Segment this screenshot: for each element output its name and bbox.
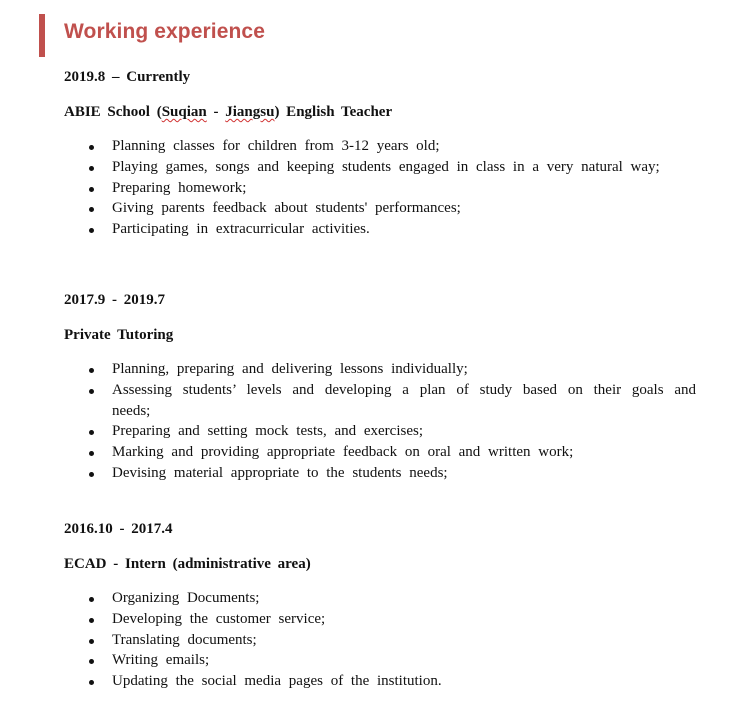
duty-list: [64, 136, 696, 240]
duty-text: Developing the customer service;: [112, 610, 326, 627]
duty-item: [64, 198, 696, 219]
bullet-icon: [89, 451, 94, 456]
duty-text: Playing games, songs and keeping students engaged in class in a very natural way;: [112, 158, 660, 175]
duty-text: Marking and providing appropriate feedback on oral and written work;: [112, 444, 574, 460]
bullet-icon: [89, 597, 94, 602]
section-heading: Working experience: [64, 20, 265, 43]
duty-item: [64, 421, 696, 442]
job-date: 2016.10 - 2017.4: [64, 521, 173, 537]
bullet-icon: [89, 207, 94, 212]
duty-item: [64, 630, 696, 651]
duty-text: Translating documents;: [112, 631, 257, 648]
bullet-icon: [89, 166, 94, 171]
duty-item: [64, 463, 696, 484]
heading-accent-bar: [39, 14, 45, 57]
duty-text: Organizing Documents;: [112, 590, 260, 606]
job-title-part: ABIE School (: [64, 104, 162, 120]
duty-item: [64, 380, 696, 422]
duty-item: [64, 442, 696, 463]
job-title-part: -: [206, 104, 226, 120]
job-date: 2017.9 - 2019.7: [64, 292, 165, 308]
bullet-icon: [89, 368, 94, 373]
duty-item: [64, 178, 696, 199]
duty-text: Giving parents feedback about students' performances;: [112, 200, 461, 217]
duty-text: Devising material appropriate to the students needs;: [112, 464, 448, 481]
duty-item: [64, 671, 696, 692]
misspelled-word: Suqian: [161, 104, 207, 120]
bullet-icon: [89, 430, 94, 435]
job-title: ECAD - Intern (administrative area): [64, 556, 311, 572]
bullet-icon: [89, 659, 94, 664]
duty-item: [64, 219, 696, 240]
bullet-icon: [89, 228, 94, 233]
job-title: Private Tutoring: [64, 327, 174, 343]
bullet-icon: [89, 389, 94, 394]
job-entry: [64, 519, 696, 692]
bullet-icon: [89, 618, 94, 623]
bullet-icon: [89, 680, 94, 685]
job-date: 2019.8 – Currently: [64, 69, 191, 85]
duty-item: [64, 588, 696, 609]
duty-item: [64, 609, 696, 630]
job-title-part: ) English Teacher: [274, 104, 393, 120]
duty-text: Preparing homework;: [112, 179, 247, 196]
duty-text: Updating the social media pages of the institution.: [112, 673, 442, 689]
duty-item: [64, 157, 696, 178]
duty-item: [64, 650, 696, 671]
duty-list: [64, 588, 696, 692]
misspelled-word: Jiangsu: [225, 104, 275, 120]
duty-text: Writing emails;: [112, 652, 210, 669]
job-entry: [64, 67, 696, 240]
duty-item: [64, 359, 696, 380]
job-entry: [64, 290, 696, 484]
duty-text: Participating in extracurricular activities.: [112, 221, 370, 237]
duty-text: Assessing students’ levels and developing a plan of study based on their goals and needs;: [112, 381, 696, 419]
bullet-icon: [89, 187, 94, 192]
job-title: [64, 102, 696, 122]
bullet-icon: [89, 639, 94, 644]
duty-text: Preparing and setting mock tests, and exercises;: [112, 423, 424, 440]
duty-item: [64, 136, 696, 157]
bullet-icon: [89, 472, 94, 477]
duty-text: Planning classes for children from 3-12 years old;: [112, 138, 440, 154]
bullet-icon: [89, 145, 94, 150]
duty-list: [64, 359, 696, 484]
duty-text: Planning, preparing and delivering lessons individually;: [112, 361, 468, 377]
